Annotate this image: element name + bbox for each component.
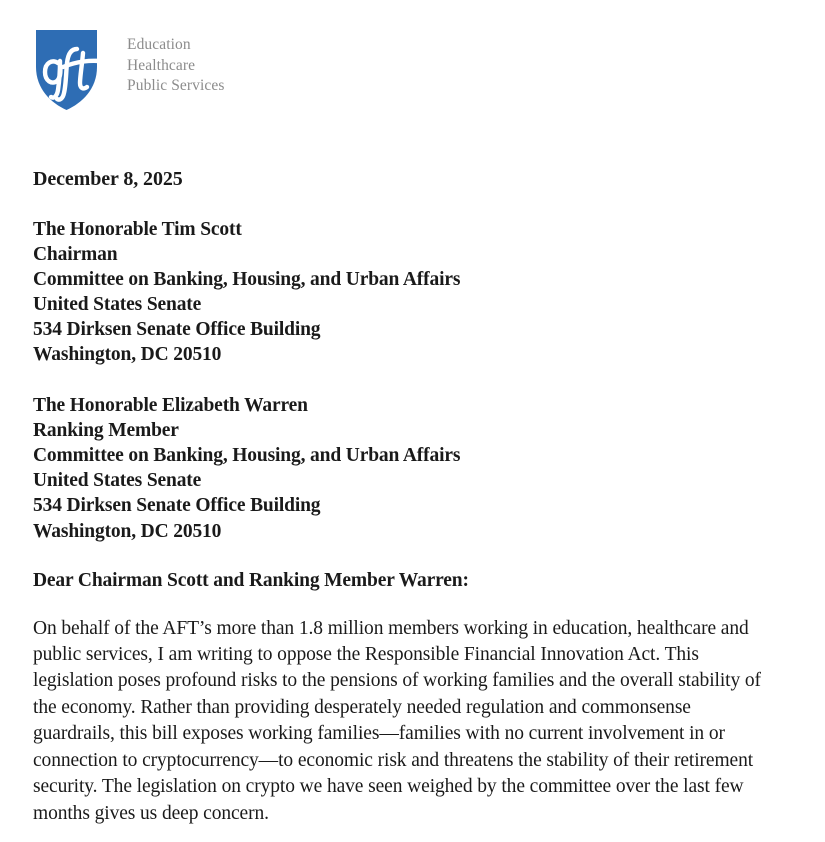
letter-salutation: Dear Chairman Scott and Ranking Member Warren: [33,569,469,591]
recipient-line: 534 Dirksen Senate Office Building [33,495,321,517]
letter-body-paragraph: On behalf of the AFT’s more than 1.8 million members working in education, healthcare and public services, I am writing to oppose the Responsible Financial Innovation Act. This legislation poses profound risks to the pensions of working families and the overall stability of the economy. Rather than providing desperately needed regulation and commonsense guardrails, this bill exposes working families—families with no current involvement in or connection to cryptocurrency—to economic risk and threatens the stability of their retirement security. The legislation on crypto we have seen weighed by the committee over the last few months gives us deep concern. [33,617,761,824]
recipient-line: The Honorable Elizabeth Warren [33,395,308,417]
aft-logo-icon [33,27,111,112]
recipient-line: Washington, DC 20510 [33,344,222,366]
letter-date: December 8, 2025 [33,168,183,190]
letterhead-tagline [127,35,225,97]
letterhead [33,27,225,112]
tagline-line-public-services: Public Services [127,77,225,95]
recipient-line: Chairman [33,244,118,266]
recipient-line: Washington, DC 20510 [33,520,222,542]
recipient-block-warren [33,393,775,543]
recipient-line: United States Senate [33,470,202,492]
recipient-line: 534 Dirksen Senate Office Building [33,319,321,341]
recipient-line: United States Senate [33,294,202,316]
recipient-block-scott [33,217,775,367]
tagline-line-healthcare: Healthcare [127,56,196,74]
recipient-line: Committee on Banking, Housing, and Urban Affairs [33,269,461,291]
recipient-line: Committee on Banking, Housing, and Urban Affairs [33,445,461,467]
recipient-line: The Honorable Tim Scott [33,219,242,240]
letter-content [33,168,775,827]
recipient-line: Ranking Member [33,420,179,442]
tagline-line-education: Education [127,36,191,53]
